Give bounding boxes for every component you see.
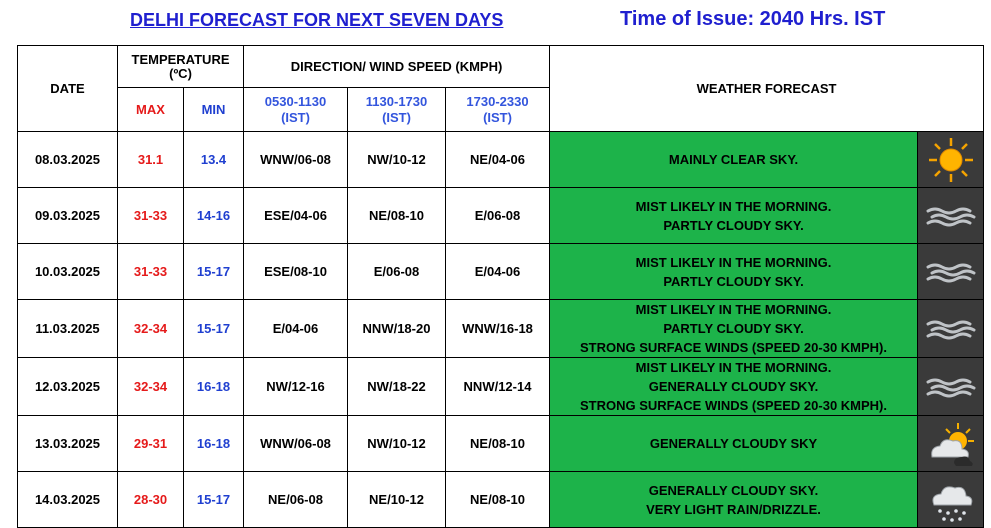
min-temp-cell: 15-17 bbox=[184, 472, 244, 528]
wind-slot-1-cell: NW/12-16 bbox=[244, 358, 348, 416]
min-temp-cell: 15-17 bbox=[184, 300, 244, 358]
wind-slot-2-cell: NW/10-12 bbox=[348, 416, 446, 472]
table-row bbox=[18, 188, 984, 244]
wind-slot-3-cell: WNW/16-18 bbox=[446, 300, 550, 358]
date-cell: 10.03.2025 bbox=[18, 244, 118, 300]
slot-1-time: 0530-1130 bbox=[264, 93, 327, 109]
forecast-line: PARTLY CLOUDY SKY. bbox=[663, 217, 804, 233]
min-temp-cell: 16-18 bbox=[184, 358, 244, 416]
max-temp-cell: 31-33 bbox=[118, 244, 184, 300]
weather-icon-cell bbox=[918, 416, 984, 472]
forecast-line: MAINLY CLEAR SKY. bbox=[668, 152, 799, 167]
wind-slot-1-cell: ESE/04-06 bbox=[244, 188, 348, 244]
slot-2-ist: (IST) bbox=[382, 109, 411, 125]
wind-slot-3-cell: NE/08-10 bbox=[446, 472, 550, 528]
header-date: DATE bbox=[18, 46, 118, 132]
wind-slot-3-cell: E/04-06 bbox=[446, 244, 550, 300]
weather-forecast-cell bbox=[550, 472, 918, 528]
forecast-table bbox=[17, 45, 984, 528]
weather-icon-cell bbox=[918, 244, 984, 300]
table-row bbox=[18, 358, 984, 416]
max-temp-cell: 28-30 bbox=[118, 472, 184, 528]
forecast-line: GENERALLY CLOUDY SKY. bbox=[648, 482, 819, 498]
header-temperature-label: TEMPERATURE bbox=[131, 51, 230, 67]
page-title: DELHI FORECAST FOR NEXT SEVEN DAYS bbox=[130, 10, 504, 30]
forecast-line: MIST LIKELY IN THE MORNING. bbox=[635, 198, 832, 214]
max-temp-cell: 29-31 bbox=[118, 416, 184, 472]
weather-forecast-cell bbox=[550, 188, 918, 244]
weather-icon-cell bbox=[918, 132, 984, 188]
weather-forecast-cell bbox=[550, 358, 918, 416]
slot-1-ist: (IST) bbox=[281, 109, 310, 125]
wind-slot-3-cell: NNW/12-14 bbox=[446, 358, 550, 416]
weather-forecast-cell bbox=[550, 300, 918, 358]
wind-slot-3-cell: NE/08-10 bbox=[446, 416, 550, 472]
sun-icon bbox=[918, 135, 983, 185]
header-temperature-unit: (ºC) bbox=[169, 65, 192, 81]
wind-slot-2-cell: NE/10-12 bbox=[348, 472, 446, 528]
forecast-line: GENERALLY CLOUDY SKY bbox=[649, 436, 818, 451]
slot-2-time: 1130-1730 bbox=[365, 93, 428, 109]
table-row bbox=[18, 244, 984, 300]
wind-slot-1-cell: WNW/06-08 bbox=[244, 416, 348, 472]
weather-forecast-cell bbox=[550, 416, 918, 472]
header-weather-forecast: WEATHER FORECAST bbox=[550, 46, 984, 132]
table-row bbox=[18, 472, 984, 528]
header-min: MIN bbox=[184, 88, 244, 132]
forecast-line: MIST LIKELY IN THE MORNING. bbox=[635, 302, 832, 317]
mist-icon bbox=[918, 375, 983, 399]
forecast-line: STRONG SURFACE WINDS (SPEED 20-30 KMPH). bbox=[580, 398, 888, 413]
min-temp-cell: 13.4 bbox=[184, 132, 244, 188]
wind-slot-2-cell: NNW/18-20 bbox=[348, 300, 446, 358]
weather-icon-cell bbox=[918, 358, 984, 416]
forecast-line: PARTLY CLOUDY SKY. bbox=[663, 321, 804, 336]
header-slot-2 bbox=[348, 88, 446, 132]
min-temp-cell: 16-18 bbox=[184, 416, 244, 472]
max-temp-cell: 32-34 bbox=[118, 300, 184, 358]
issue-time: Time of Issue: 2040 Hrs. IST bbox=[620, 8, 886, 30]
date-cell: 14.03.2025 bbox=[18, 472, 118, 528]
forecast-line: PARTLY CLOUDY SKY. bbox=[663, 273, 804, 289]
date-cell: 12.03.2025 bbox=[18, 358, 118, 416]
date-cell: 11.03.2025 bbox=[18, 300, 118, 358]
wind-slot-2-cell: NE/08-10 bbox=[348, 188, 446, 244]
weather-icon-cell bbox=[918, 300, 984, 358]
weather-icon-cell bbox=[918, 472, 984, 528]
wind-slot-3-cell: E/06-08 bbox=[446, 188, 550, 244]
forecast-line: STRONG SURFACE WINDS (SPEED 20-30 KMPH). bbox=[580, 340, 888, 355]
table-row bbox=[18, 300, 984, 358]
max-temp-cell: 32-34 bbox=[118, 358, 184, 416]
wind-slot-1-cell: ESE/08-10 bbox=[244, 244, 348, 300]
wind-slot-2-cell: NW/18-22 bbox=[348, 358, 446, 416]
table-row bbox=[18, 132, 984, 188]
wind-slot-2-cell: NW/10-12 bbox=[348, 132, 446, 188]
cloud-sun-icon bbox=[918, 419, 983, 469]
wind-slot-2-cell: E/06-08 bbox=[348, 244, 446, 300]
min-temp-cell: 15-17 bbox=[184, 244, 244, 300]
forecast-line: VERY LIGHT RAIN/DRIZZLE. bbox=[646, 501, 821, 517]
header-temperature bbox=[118, 46, 244, 88]
forecast-line: MIST LIKELY IN THE MORNING. bbox=[635, 360, 832, 375]
forecast-line: MIST LIKELY IN THE MORNING. bbox=[635, 254, 832, 270]
date-cell: 13.03.2025 bbox=[18, 416, 118, 472]
header-max: MAX bbox=[118, 88, 184, 132]
mist-icon bbox=[918, 260, 983, 284]
header-slot-3 bbox=[446, 88, 550, 132]
forecast-body bbox=[18, 132, 984, 528]
mist-icon bbox=[918, 204, 983, 228]
wind-slot-3-cell: NE/04-06 bbox=[446, 132, 550, 188]
weather-forecast-cell bbox=[550, 132, 918, 188]
rain-cloud-icon bbox=[918, 475, 983, 525]
mist-icon bbox=[918, 317, 983, 341]
header-wind-direction-speed: DIRECTION/ WIND SPEED (KMPH) bbox=[244, 46, 550, 88]
slot-3-ist: (IST) bbox=[483, 109, 512, 125]
wind-slot-1-cell: NE/06-08 bbox=[244, 472, 348, 528]
min-temp-cell: 14-16 bbox=[184, 188, 244, 244]
weather-forecast-cell bbox=[550, 244, 918, 300]
wind-slot-1-cell: WNW/06-08 bbox=[244, 132, 348, 188]
max-temp-cell: 31.1 bbox=[118, 132, 184, 188]
wind-slot-1-cell: E/04-06 bbox=[244, 300, 348, 358]
date-cell: 09.03.2025 bbox=[18, 188, 118, 244]
forecast-line: GENERALLY CLOUDY SKY. bbox=[648, 379, 819, 394]
weather-icon-cell bbox=[918, 188, 984, 244]
max-temp-cell: 31-33 bbox=[118, 188, 184, 244]
table-row bbox=[18, 416, 984, 472]
date-cell: 08.03.2025 bbox=[18, 132, 118, 188]
slot-3-time: 1730-2330 bbox=[466, 93, 529, 109]
header-slot-1 bbox=[244, 88, 348, 132]
